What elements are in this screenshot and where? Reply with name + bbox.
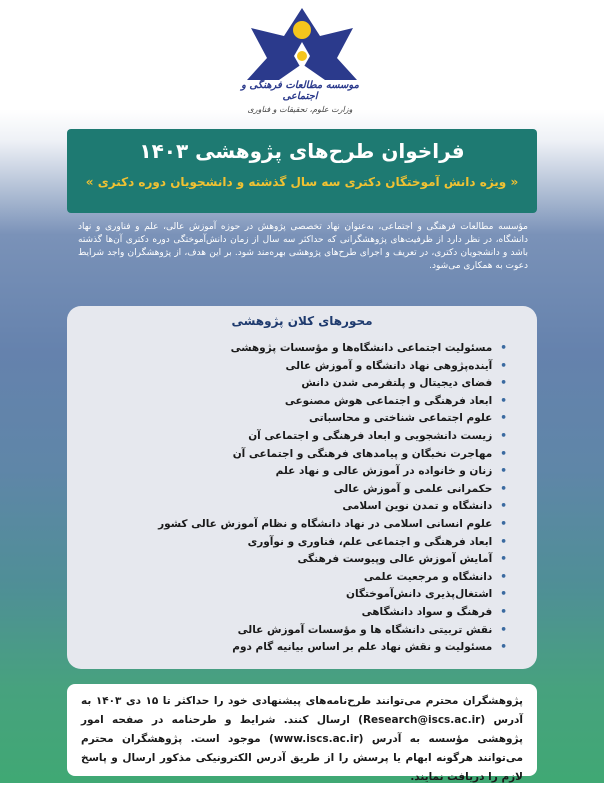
list-item: • مهاجرت نخبگان و پیامدهای فرهنگی و اجتماعی آن (158, 446, 507, 464)
list-item: • آینده‌پژوهی نهاد دانشگاه و آموزش عالی (158, 358, 507, 376)
axes-list (158, 340, 507, 657)
axes-heading: محورهای کلان پژوهشی (231, 314, 373, 328)
list-item: • نقش تربیتی دانشگاه ها و مؤسسات آموزش عالی (158, 622, 507, 640)
ministry-name: وزارت علوم، تحقیقات و فناوری (247, 105, 353, 114)
list-item: • زنان و خانواده در آموزش عالی و نهاد علم (158, 463, 507, 481)
research-axes-panel (67, 306, 537, 669)
list-item: • اشتغال‌پذیری دانش‌آموختگان (158, 586, 507, 604)
list-item: • علوم اجتماعی شناختی و محاسباتی (158, 410, 507, 428)
submission-info-panel (67, 684, 537, 783)
page-subtitle: « ویژه دانش آموختگان دکتری سه سال گذشته و دانشجویان دوره دکتری » (85, 175, 519, 189)
intro-paragraph: مؤسسه مطالعات فرهنگی و اجتماعی، به‌عنوان نهاد تخصصی پژوهش در حوزه آموزش عالی، علم و فناوری و نهاد دانشگاه، در نظر دارد از ظرفیت‌های پژوهشگرانی که حداکثر سه سال از زمان دانش‌آموختگی دوره دکتری آن‌ها گذشته باشد و دانشجویان دکتری، در تعریف و اجرای طرح‌های پژوهشی بهره‌مند شود. بر این هدف، از پژوهشگران واجد شرایط دعوت به همکاری می‌شود. (78, 222, 528, 271)
logo-caption (225, 80, 375, 114)
org-name: موسسه مطالعات فرهنگی و اجتماعی (241, 80, 359, 102)
list-item: • مسئولیت اجتماعی دانشگاه‌ها و مؤسسات پژوهشی (158, 340, 507, 358)
list-item: • حکمرانی علمی و آموزش عالی (158, 481, 507, 499)
list-item: • فرهنگ و سواد دانشگاهی (158, 604, 507, 622)
submission-info-text: پژوهشگران محترم می‌توانند طرح‌نامه‌های پیشنهادی خود را حداکثر تا ۱۵ دی ۱۴۰۳ به آدرس (Research@iscs.ac.ir) ارسال کنند. شرایط و طرحنامه در صفحه امور پژوهشی مؤسسه به آدرس (www.iscs.ac.ir) موجود است. پژوهشگران محترم می‌توانند هرگونه ابهام یا پرسش را از طریق آدرس الکترونیکی مذکور ارسال و پاسخ لازم را دریافت نمایند. (81, 695, 523, 783)
list-item: • دانشگاه و مرجعیت علمی (158, 569, 507, 587)
list-item: • دانشگاه و تمدن نوین اسلامی (158, 498, 507, 516)
list-item: • فضای دیجیتال و پلتفرمی شدن دانش (158, 375, 507, 393)
list-item: • علوم انسانی اسلامی در نهاد دانشگاه و نظام آموزش عالی کشور (158, 516, 507, 534)
page-title: فراخوان طرح‌های پژوهشی ۱۴۰۳ (139, 139, 465, 163)
list-item: • آمایش آموزش عالی وپیوست فرهنگی (158, 551, 507, 569)
list-item: • زیست دانشجویی و ابعاد فرهنگی و اجتماعی آن (158, 428, 507, 446)
list-item: • ابعاد فرهنگی و اجتماعی هوش مصنوعی (158, 393, 507, 411)
title-banner (67, 129, 537, 213)
list-item: • ابعاد فرهنگی و اجتماعی علم، فناوری و نوآوری (158, 534, 507, 552)
list-item: • مسئولیت و نقش نهاد علم بر اساس بیانیه گام دوم (158, 639, 507, 657)
